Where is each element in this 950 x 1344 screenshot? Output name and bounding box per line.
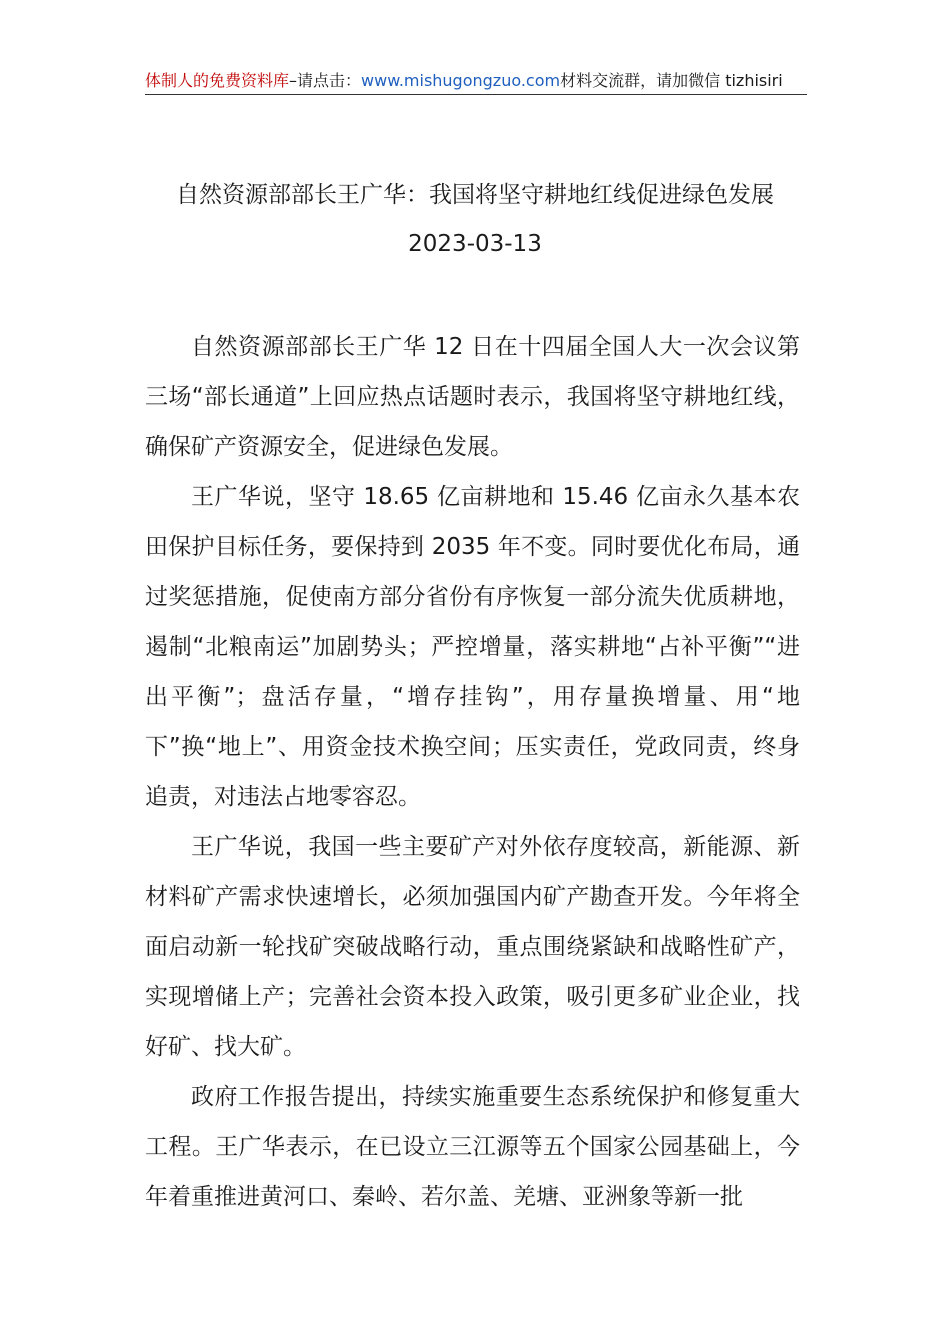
header-contact: 材料交流群，请加微信 tizhisiri <box>560 71 783 90</box>
article-date: 2023-03-13 <box>408 231 542 257</box>
paragraph: 自然资源部部长王广华 12 日在十四届全国人大一次会议第三场“部长通道”上回应热点话题时表示，我国将坚守耕地红线，确保矿产资源安全，促进绿色发展。 <box>145 334 800 460</box>
paragraph: 政府工作报告提出，持续实施重要生态系统保护和修复重大工程。王广华表示，在已设立三江源等五个国家公园基础上，今年着重推进黄河口、秦岭、若尔盖、羌塘、亚洲象等新一批 <box>145 1084 800 1210</box>
article-title: 自然资源部部长王广华：我国将坚守耕地红线促进绿色发展 <box>176 182 774 208</box>
paragraph: 王广华说，坚守 18.65 亿亩耕地和 15.46 亿亩永久基本农田保护目标任务，要保持到 2035 年不变。同时要优化布局，通过奖惩措施，促使南方部分省份有序恢复一部分流失优质耕地，遏制“北粮南运”加剧势头；严控增量，落实耕地“占补平衡”“进出平衡”；盘活存量，“增存挂钩”，用存量换增量、用“地下”换“地上”、用资金技术换空间；压实责任，党政同责，终身追责，对违法占地零容忍。 <box>145 484 800 810</box>
header-prompt: –请点击： <box>289 71 362 90</box>
header-divider <box>145 94 807 95</box>
paragraph: 王广华说，我国一些主要矿产对外依存度较高，新能源、新材料矿产需求快速增长，必须加强国内矿产勘查开发。今年将全面启动新一轮找矿突破战略行动，重点围绕紧缺和战略性矿产，实现增储上产；完善社会资本投入政策，吸引更多矿业企业，找好矿、找大矿。 <box>145 834 800 1060</box>
page-header <box>145 70 807 92</box>
article-body <box>145 322 800 1222</box>
header-url-link[interactable]: www.mishugongzuo.com <box>361 71 561 90</box>
header-brand: 体制人的免费资料库 <box>145 71 290 90</box>
